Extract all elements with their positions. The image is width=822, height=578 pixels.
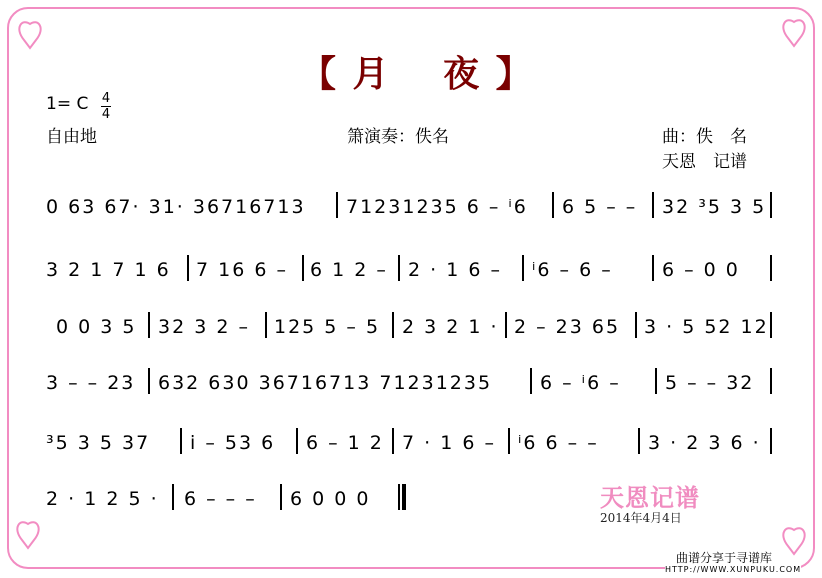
barline	[265, 312, 267, 338]
score-title: 【 月 夜 】	[300, 54, 534, 95]
measure-group: 71231235 6 – ⁱ6	[346, 196, 528, 218]
score-row-2	[0, 259, 822, 303]
measure-group: i – 53 6	[190, 432, 276, 454]
barline	[392, 428, 394, 454]
date-stamp: 2014年4月4日	[600, 511, 682, 525]
barline	[296, 428, 298, 454]
time-signature	[101, 92, 111, 121]
barline	[398, 255, 400, 281]
measure-group: 7 · 1 6 –	[402, 432, 496, 454]
watermark-text: 天恩记谱	[600, 483, 700, 512]
final-barline	[398, 484, 400, 510]
barline	[635, 312, 637, 338]
barline	[530, 368, 532, 394]
time-signature-top: 4	[101, 91, 111, 106]
measure-group: ⁱ6 6 – –	[518, 432, 599, 454]
score-row-4	[0, 372, 822, 416]
barline	[770, 192, 772, 218]
measure-group: 32 3 2 –	[158, 316, 250, 338]
measure-group: 0 0 3 5	[56, 316, 137, 338]
score-row-5	[0, 432, 822, 476]
measure-group: 5 – – 32	[665, 372, 755, 394]
measure-group: 32 ³5 3 5	[662, 196, 767, 218]
score-row-3	[0, 316, 822, 360]
score-row-1	[0, 196, 822, 240]
barline	[770, 312, 772, 338]
tempo-marking: 自由地	[46, 127, 97, 147]
site-name: 曲谱分享于寻谱库	[676, 551, 773, 565]
measure-group: 125 5 – 5	[274, 316, 381, 338]
measure-group: 6 5 – –	[562, 196, 638, 218]
measure-group: 3 · 2 3 6 ·	[648, 432, 761, 454]
measure-group: 3 – – 23	[46, 372, 136, 394]
barline	[392, 312, 394, 338]
final-barline-thick	[402, 484, 406, 510]
barline	[655, 368, 657, 394]
barline	[302, 255, 304, 281]
barline	[652, 255, 654, 281]
composer-credit: 曲：佚 名	[662, 127, 747, 147]
barline	[522, 255, 524, 281]
heart-icon	[783, 20, 804, 46]
barline	[148, 368, 150, 394]
measure-group: 632 630 36716713 71231235	[158, 372, 493, 394]
barline	[770, 255, 772, 281]
heart-icon	[783, 528, 804, 554]
barline	[505, 312, 507, 338]
measure-group: ³5 3 5 37	[46, 432, 151, 454]
barline	[770, 368, 772, 394]
measure-group: 2 · 1 6 –	[408, 259, 502, 281]
measure-group: ⁱ6 – 6 –	[532, 259, 613, 281]
barline	[180, 428, 182, 454]
measure-group: 6 0 0 0	[290, 488, 371, 510]
measure-group: 0 63 67· 31· 36716713	[46, 196, 306, 218]
barline	[336, 192, 338, 218]
site-url: HTTP://WWW.XUNPUKU.COM	[665, 565, 802, 574]
key-signature: 1= C	[46, 94, 89, 114]
barline	[652, 192, 654, 218]
barline	[280, 484, 282, 510]
measure-group: 2 · 1 2 5 ·	[46, 488, 159, 510]
measure-group: 6 – 1 2	[306, 432, 384, 454]
measure-group: 6 – 0 0	[662, 259, 740, 281]
barline	[638, 428, 640, 454]
measure-group: 2 – 23 65	[514, 316, 621, 338]
transcriber-credit: 天恩 记谱	[662, 152, 747, 172]
barline	[148, 312, 150, 338]
performer-credit: 箫演奏：佚名	[347, 127, 449, 147]
measure-group: 3 · 5 52 12	[644, 316, 769, 338]
measure-group: 6 1 2 –	[310, 259, 388, 281]
barline	[770, 428, 772, 454]
measure-group: 6 – – –	[184, 488, 257, 510]
barline	[508, 428, 510, 454]
barline	[187, 255, 189, 281]
time-signature-bottom: 4	[101, 107, 111, 122]
measure-group: 2 3 2 1 ·	[402, 316, 499, 338]
heart-icon	[19, 22, 40, 48]
measure-group: 6 – ⁱ6 –	[540, 372, 621, 394]
measure-group: 3 2 1 7 1 6	[46, 259, 171, 281]
measure-group: 7 16 6 –	[196, 259, 288, 281]
barline	[172, 484, 174, 510]
barline	[552, 192, 554, 218]
